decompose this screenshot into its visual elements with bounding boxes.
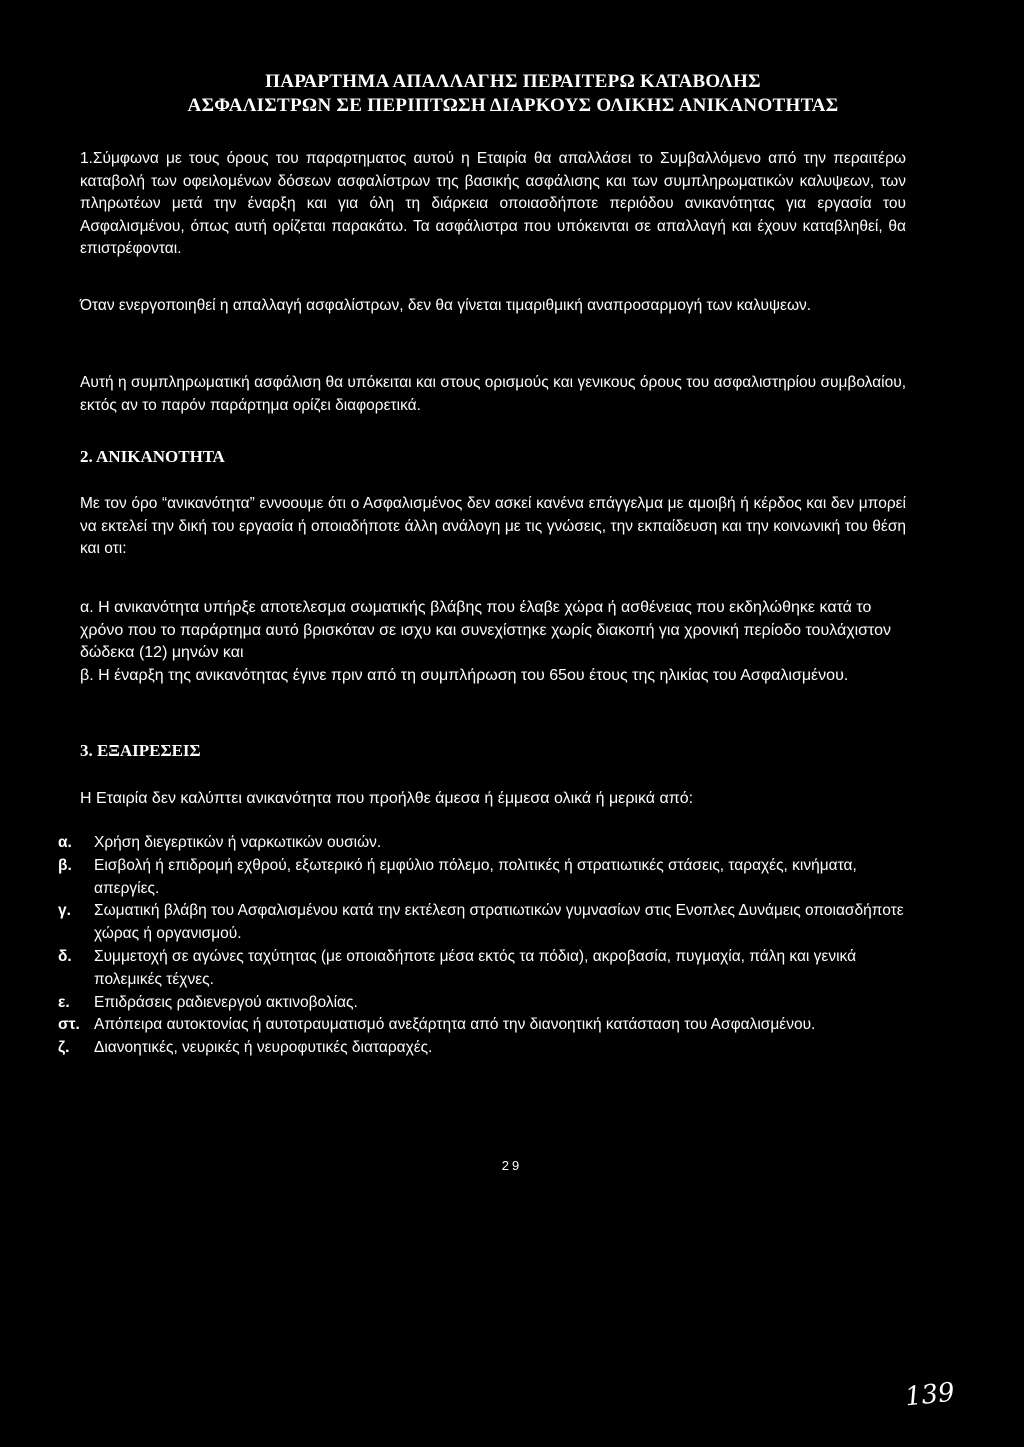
list-item — [58, 992, 938, 1015]
title-line-2: ΑΣΦΑΛΙΣΤΡΩΝ ΣΕ ΠΕΡΙΠΤΩΣΗ ΔΙΑΡΚΟΥΣ ΟΛΙΚΗΣ ΑΝΙΚΑΝΟΤΗΤΑΣ — [187, 95, 839, 116]
list-item-label: ζ. — [58, 1039, 70, 1057]
paragraph-waiver-terms: 1.Σύμφωνα με τους όρους του παραρτηματος αυτού η Εταιρία θα απαλλάσει το Συμβαλλόμενο από την περαιτέρω καταβολή των οφειλομένων δόσεων ασφαλίστρων της βασικής ασφάλισης και των συμπληρωματικών καλυψεων, των πληρωτέων μετά την έναρξη και για όλη τη διάρκεια οποιασδήποτε περιόδου ανικανότητας για εργασία του Ασφαλισμένου, όπως αυτή ορίζεται παρακάτω. Τα ασφάλιστρα που υπόκεινται σε απαλλαγή και έχουν καταβληθεί, θα επιστρέφονται. — [80, 150, 906, 257]
list-item-label: β. — [58, 856, 72, 874]
disability-clauses — [80, 597, 906, 688]
clause-a: α. Η ανικανότητα υπήρξε αποτελεσμα σωματικής βλάβης που έλαβε χώρα ή ασθένειας που εκδηλώθηκε κατά το χρόνο που το παράρτημα αυτό βρισκόταν σε ισχυ και συνεχίστηκε χωρίς διακοπή για χρονική περίοδο τουλάχιστον δώδεκα (12) μηνών και — [80, 599, 892, 662]
handwritten-page-number: 139 — [903, 1377, 957, 1413]
list-item-label: α. — [58, 834, 72, 851]
section-heading-exclusions: 3. ΕΞΑΙΡΕΣΕΙΣ — [80, 741, 201, 760]
list-item — [58, 946, 938, 992]
list-item-text: Σωματική βλάβη του Ασφαλισμένου κατά την εκτέλεση στρατιωτικών γυμνασίων στις Ενοπλες Δυνάμεις οποιασδήποτε χώρας ή οργανισμού. — [94, 902, 904, 943]
list-item-label: ε. — [58, 993, 70, 1011]
title-line-1: ΠΑΡΑΡΤΗΜΑ ΑΠΑΛΛΑΓΗΣ ΠΕΡΑΙΤΕΡΩ ΚΑΤΑΒΟΛΗΣ — [265, 71, 761, 92]
list-item — [58, 900, 938, 946]
section-heading-disability: 2. ΑΝΙΚΑΝΟΤΗΤΑ — [80, 447, 225, 466]
list-item — [58, 1037, 938, 1060]
list-item — [58, 832, 938, 855]
paragraph-general-terms: Αυτή η συμπληρωματική ασφάλιση θα υπόκειται και στους ορισμούς και γενικους όρους του ασφαλιστηρίου συμβολαίου, εκτός αν το παρόν παράρτημα ορίζει διαφορετικά. — [80, 374, 906, 414]
list-item-text: Διανοητικές, νευρικές ή νευροφυτικές διαταραχές. — [94, 1039, 433, 1057]
list-item-label: δ. — [58, 947, 72, 965]
paragraph-no-indexation: Όταν ενεργοποιηθεί η απαλλαγή ασφαλίστρων, δεν θα γίνεται τιμαριθμική αναπροσαρμογή των καλυψεων. — [80, 297, 812, 314]
exclusions-list — [58, 832, 938, 1060]
paragraph-exclusions-intro: Η Εταιρία δεν καλύπτει ανικανότητα που προήλθε άμεσα ή έμμεσα ολικά ή μερικά από: — [80, 790, 694, 807]
clause-b: β. Η έναρξη της ανικανότητας έγινε πριν από τη συμπλήρωση του 65ου έτους της ηλικίας του Ασφαλισμένου. — [80, 667, 849, 685]
page-number: 29 — [501, 1158, 523, 1173]
list-item — [58, 855, 938, 901]
list-item-text: Συμμετοχή σε αγώνες ταχύτητας (με οποιαδήποτε μέσα εκτός τα πόδια), ακροβασία, πυγμαχία, πάλη και γενικά πολεμικές τέχνες. — [94, 947, 857, 988]
paragraph-disability-definition: Με τον όρο “ανικανότητα” εννοουμε ότι ο Ασφαλισμένος δεν ασκεί κανένα επάγγελμα με αμοιβή ή κέρδος και δεν μπορεί να εκτελεί την δική του εργασία ή οποιαδήποτε άλλη ανάλογη με τις γνώσεις, την εκπαίδευση και την κοινωνική του θέση και οτι: — [80, 495, 906, 557]
list-item-text: Επιδράσεις ραδιενεργού ακτινοβολίας. — [94, 993, 358, 1011]
list-item-text: Απόπειρα αυτοκτονίας ή αυτοτραυματισμό ανεξάρτητα από την διανοητική κατάσταση του Ασφαλισμένου. — [94, 1016, 816, 1034]
list-item-text: Εισβολή ή επιδρομή εχθρού, εξωτερικό ή εμφύλιο πόλεμο, πολιτικές ή στρατιωτικές στάσεις, ταραχές, κινήματα, απεργίες. — [94, 856, 857, 897]
list-item — [58, 1014, 938, 1037]
list-item-text: Χρήση διεγερτικών ή ναρκωτικών ουσιών. — [94, 834, 382, 851]
list-item-label: γ. — [58, 902, 71, 920]
list-item-label: στ. — [58, 1016, 80, 1034]
